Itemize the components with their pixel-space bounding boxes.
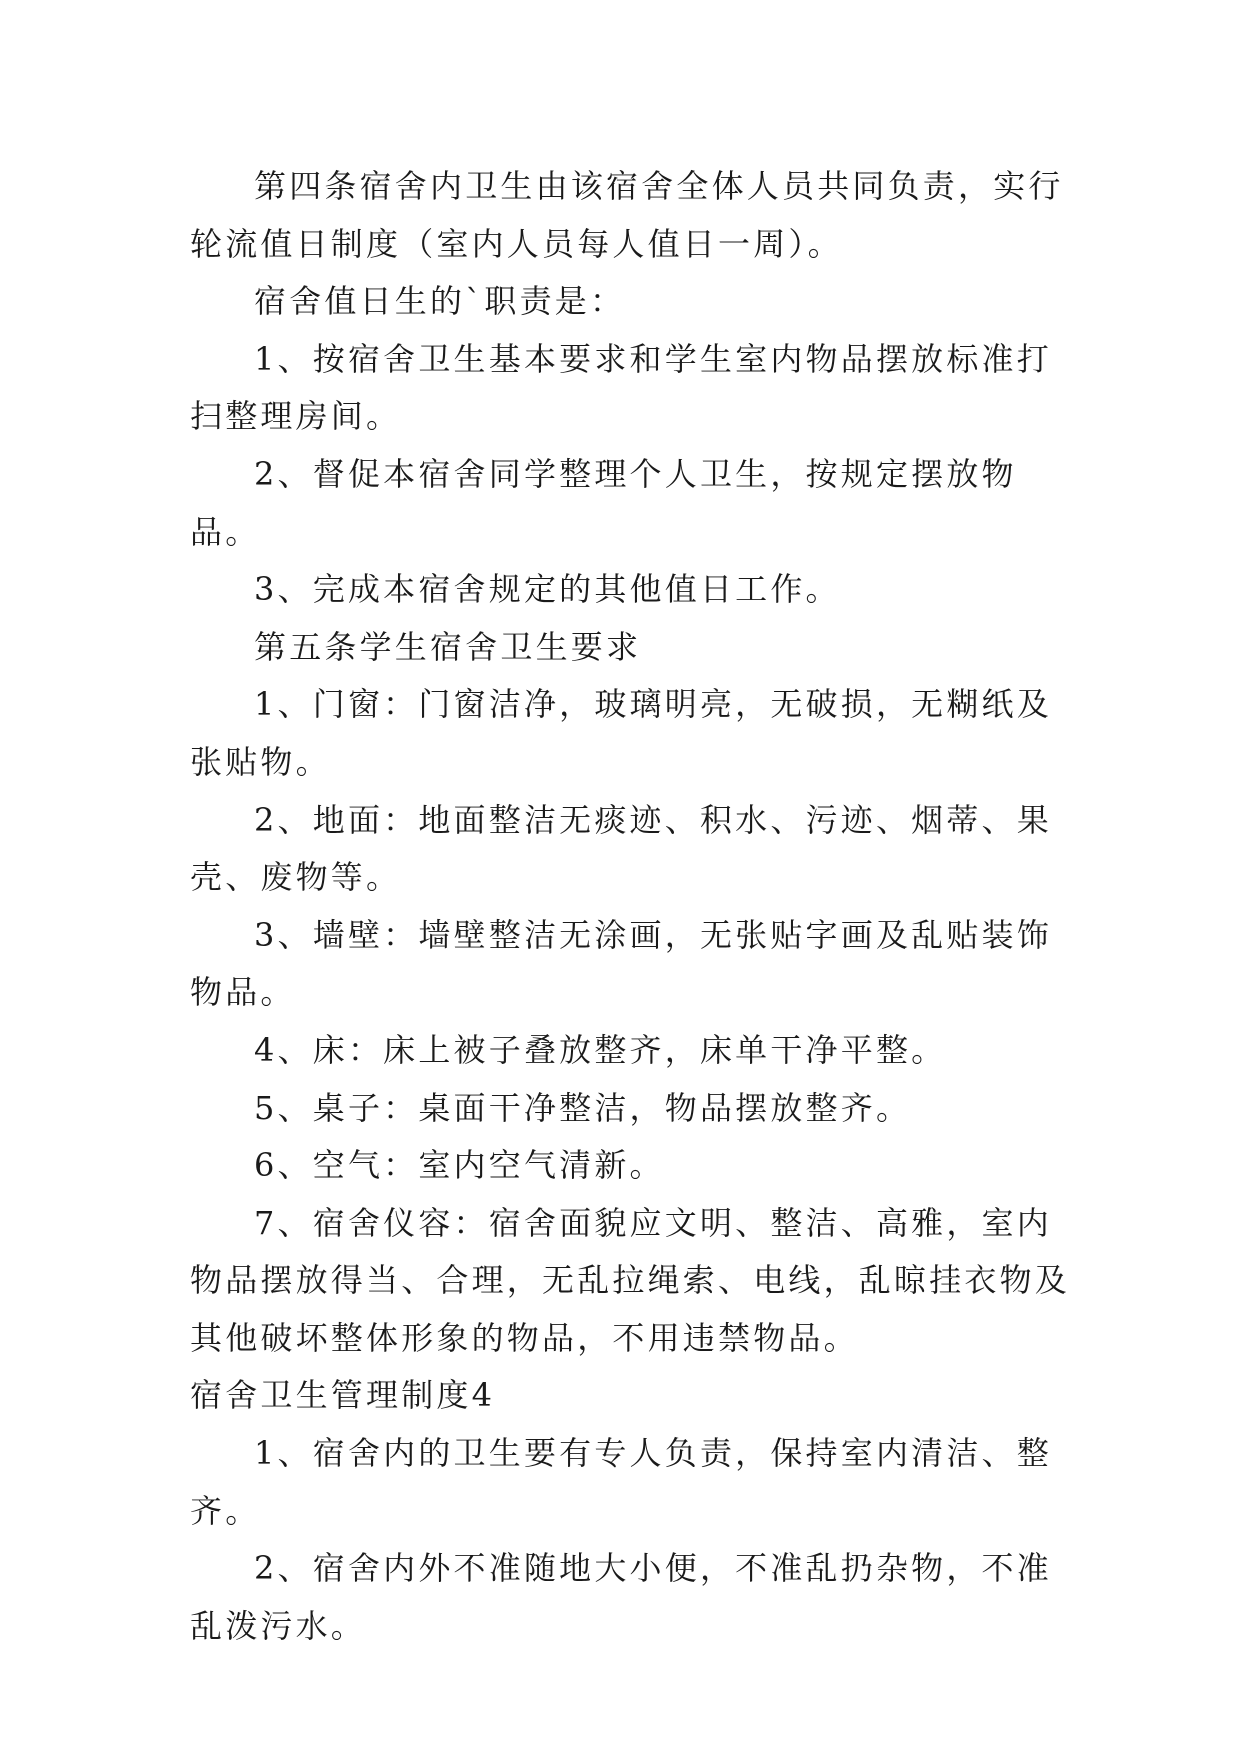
paragraph-duty-1: 1、按宿舍卫生基本要求和学生室内物品摆放标准打扫整理房间。 (190, 339, 1052, 436)
paragraph-req-3: 3、墙壁：墙壁整洁无涂画，无张贴字画及乱贴装饰物品。 (190, 915, 1052, 1012)
paragraph-req-1: 1、门窗：门窗洁净，玻璃明亮，无破损，无糊纸及张贴物。 (190, 685, 1052, 781)
paragraph-duty-intro: 宿舍值日生的`职责是： (254, 282, 626, 321)
paragraph-rule-1: 1、宿舍内的卫生要有专人负责，保持室内清洁、整齐。 (190, 1434, 1052, 1530)
section-heading: 宿舍卫生管理制度4 (190, 1376, 496, 1415)
paragraph-req-2: 2、地面：地面整洁无痰迹、积水、污迹、烟蒂、果壳、废物等。 (190, 800, 1052, 897)
paragraph-duty-2: 2、督促本宿舍同学整理个人卫生，按规定摆放物品。 (190, 454, 1017, 551)
paragraph-article-5: 第五条学生宿舍卫生要求 (254, 627, 642, 666)
paragraph-req-7: 7、宿舍仪容：宿舍面貌应文明、整洁、高雅，室内物品摆放得当、合理，无乱拉绳索、电线，乱晾挂衣物及其他破坏整体形象的物品，不用违禁物品。 (190, 1203, 1071, 1357)
paragraph-req-6: 6、空气：室内空气清新。 (254, 1146, 665, 1185)
paragraph-duty-3: 3、完成本宿舍规定的其他值日工作。 (254, 570, 841, 609)
paragraph-req-5: 5、桌子：桌面干净整洁，物品摆放整齐。 (254, 1088, 912, 1127)
paragraph-article-4: 第四条宿舍内卫生由该宿舍全体人员共同负责，实行轮流值日制度（室内人员每人值日一周）。 (190, 167, 1064, 263)
paragraph-rule-2: 2、宿舍内外不准随地大小便，不准乱扔杂物，不准乱泼污水。 (190, 1549, 1052, 1645)
paragraph-req-4: 4、床：床上被子叠放整齐，床单干净平整。 (254, 1030, 947, 1069)
document-body (190, 158, 1070, 1655)
